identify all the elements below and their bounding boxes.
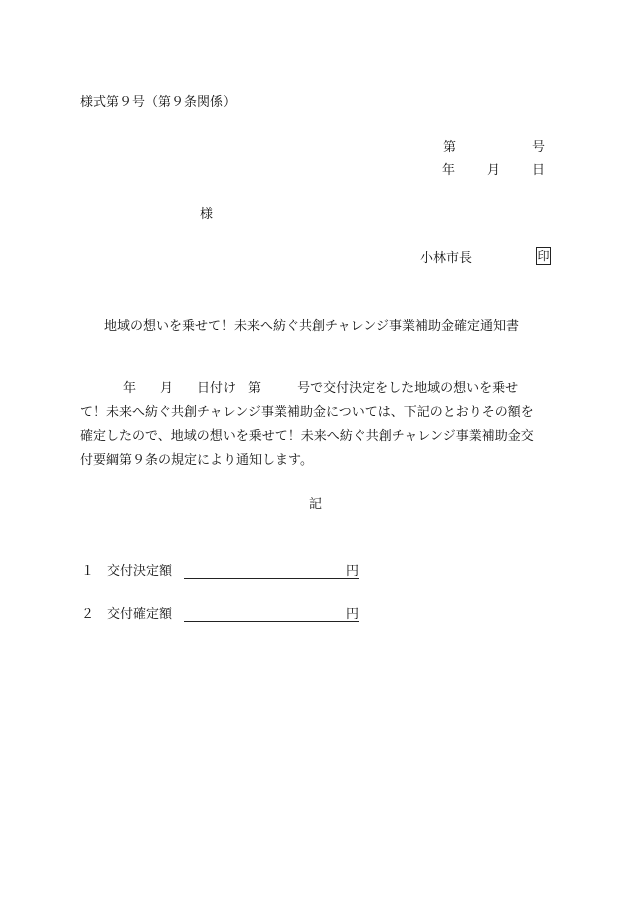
form-number: 様式第９号（第９条関係）	[80, 95, 237, 110]
amount-blank-line	[184, 607, 346, 622]
item-number: １	[81, 564, 95, 579]
body-year: 年	[123, 381, 137, 396]
body-line-3: 確定したので、地域の想いを乗せて！未来へ紡ぐ共創チャレンジ事業補助金交	[80, 429, 534, 444]
amount-blank-line	[184, 564, 346, 579]
item-label: 交付決定額	[107, 564, 173, 579]
item-unit: 円	[346, 564, 360, 579]
body-line-2: て！未来へ紡ぐ共創チャレンジ事業補助金については、下記のとおりその額を	[80, 405, 534, 420]
body-line-1-tail: 号で交付決定をした地域の想いを乗せ	[297, 381, 519, 396]
document-title: 地域の想いを乗せて！未来へ紡ぐ共創チャレンジ事業補助金確定通知書	[104, 319, 519, 334]
item-label: 交付確定額	[107, 607, 173, 622]
item-unit: 円	[346, 607, 360, 622]
body-line-4: 付要綱第９条の規定により通知します。	[80, 453, 313, 468]
date-month-label: 月	[487, 163, 501, 178]
document-number-suffix: 号	[532, 140, 546, 155]
document-number-prefix: 第	[443, 140, 457, 155]
body-date-suffix: 日付け	[197, 381, 237, 396]
seal-stamp: 印	[537, 249, 550, 263]
body-line-1	[80, 382, 518, 395]
date-day-label: 日	[532, 163, 546, 178]
item-decided-amount	[81, 564, 359, 579]
item-number: ２	[81, 607, 95, 622]
body-month: 月	[160, 381, 174, 396]
recipient-suffix: 様	[200, 207, 214, 222]
body-dai: 第	[248, 381, 262, 396]
item-confirmed-amount	[81, 607, 359, 622]
ki-heading: 記	[309, 497, 323, 512]
date-year-label: 年	[442, 163, 456, 178]
issuer-name: 小林市長	[420, 251, 473, 266]
